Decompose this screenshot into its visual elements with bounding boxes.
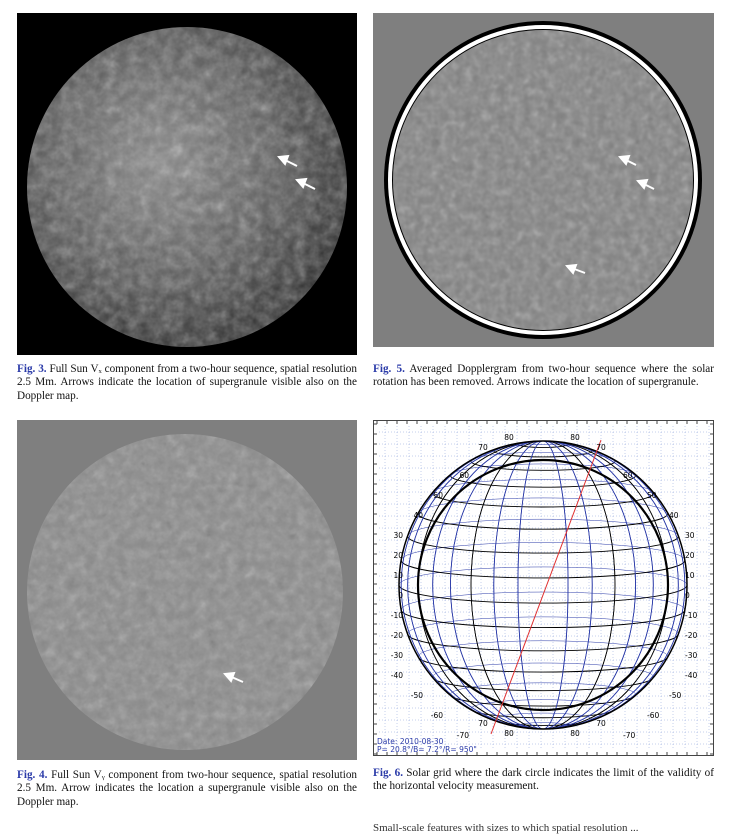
latitude-label-left: -50 <box>410 691 423 700</box>
latitude-label-bottom: 70 <box>478 719 488 728</box>
figure-3-text: Full Sun Vₓ component from a two-hour sequence, spatial resolution 2.5 Mm. Arrows indicate the location of supergranule visible also on the Doppler map. <box>17 363 357 402</box>
params-label: P= 20.8°/B= 7.2°/R= 950" <box>377 745 477 754</box>
latitude-label-bottom: 80 <box>570 729 580 738</box>
latitude-label-left: -10 <box>390 611 403 620</box>
latitude-label-top: 70 <box>478 443 488 452</box>
latitude-label-right: -20 <box>685 631 698 640</box>
latitude-line <box>418 514 667 530</box>
figure-6-caption <box>373 767 714 794</box>
figure-5-label: Fig. 5. <box>373 363 405 375</box>
latitude-label-right: 50 <box>647 491 657 500</box>
figure-3-caption <box>17 363 357 403</box>
figure-5-text: Averaged Dopplergram from two-hour sequence where the solar rotation has been removed. Arrows indicate the location of supergranule. <box>373 363 714 389</box>
latitude-label-right: -40 <box>685 671 698 680</box>
latitude-label-top: 70 <box>596 443 606 452</box>
figure-5-image <box>373 13 714 347</box>
latitude-label-left: -60 <box>430 711 443 720</box>
body-text-fragment: Small-scale features with sizes to which spatial resolution ... <box>373 822 639 834</box>
latitude-line <box>401 560 685 578</box>
latitude-label-left: 10 <box>393 571 403 580</box>
latitude-line <box>401 610 685 628</box>
latitude-line-back <box>418 498 667 514</box>
figure-4-label: Fig. 4. <box>17 769 48 781</box>
latitude-label-right: -10 <box>685 611 698 620</box>
longitude-line <box>471 441 615 729</box>
longitude-line <box>401 441 685 729</box>
figure-3-label: Fig. 3. <box>17 363 47 375</box>
figure-4-caption <box>17 769 357 809</box>
latitude-line-back <box>401 542 685 560</box>
latitude-label-right: 40 <box>669 511 679 520</box>
longitude-line <box>471 441 615 729</box>
longitude-line <box>430 441 654 729</box>
latitude-label-left: 40 <box>413 511 423 520</box>
latitude-line <box>418 656 667 672</box>
latitude-label-top: 80 <box>570 433 580 442</box>
latitude-label-left: -70 <box>456 731 469 740</box>
latitude-label-top: 80 <box>504 433 514 442</box>
figure-3-image <box>17 13 357 355</box>
latitude-label-right: -30 <box>685 651 698 660</box>
figure-4-text: Full Sun Vᵧ component from two-hour sequence, spatial resolution 2.5 Mm. Arrow indicates the location a supergranule visible also on the Doppler map. <box>17 769 358 808</box>
latitude-label-bottom: 80 <box>504 729 514 738</box>
latitude-label-left: 20 <box>393 551 403 560</box>
latitude-label-left: -20 <box>390 631 403 640</box>
longitude-line <box>418 441 667 729</box>
latitude-label-right: 60 <box>623 471 633 480</box>
latitude-label-right: 30 <box>685 531 695 540</box>
longitude-line <box>518 441 568 729</box>
latitude-line <box>408 536 679 553</box>
figure-6-label: Fig. 6. <box>373 767 403 779</box>
latitude-label-left: 50 <box>433 491 443 500</box>
latitude-line-back <box>408 519 679 536</box>
latitude-label-left: 30 <box>393 531 403 540</box>
latitude-label-left: -40 <box>390 671 403 680</box>
figure-6-text: Solar grid where the dark circle indicates the limit of the validity of the horizontal velocity measurement. <box>373 767 714 793</box>
latitude-label-right: 10 <box>685 571 695 580</box>
longitude-line <box>430 441 654 729</box>
latitude-label-bottom: 70 <box>596 719 606 728</box>
latitude-label-left: -30 <box>390 651 403 660</box>
date-label: Date: 2010-08-30 <box>377 737 444 746</box>
latitude-label-right: -50 <box>669 691 682 700</box>
latitude-line <box>408 634 679 651</box>
latitude-label-right: -60 <box>647 711 660 720</box>
latitude-label-left: 60 <box>459 471 469 480</box>
latitude-label-right: 0 <box>685 591 690 600</box>
latitude-line-back <box>408 617 679 634</box>
longitude-line <box>408 441 682 729</box>
figure-5-caption <box>373 363 714 390</box>
longitude-line <box>401 441 685 729</box>
longitude-line <box>418 441 667 729</box>
figure-4-image <box>17 420 357 760</box>
latitude-label-left: 0 <box>398 591 403 600</box>
figure-6-plot <box>373 420 714 756</box>
latitude-label-right: 20 <box>685 551 695 560</box>
latitude-line-back <box>418 641 667 657</box>
latitude-label-right: -70 <box>623 731 636 740</box>
longitude-line <box>408 441 682 729</box>
